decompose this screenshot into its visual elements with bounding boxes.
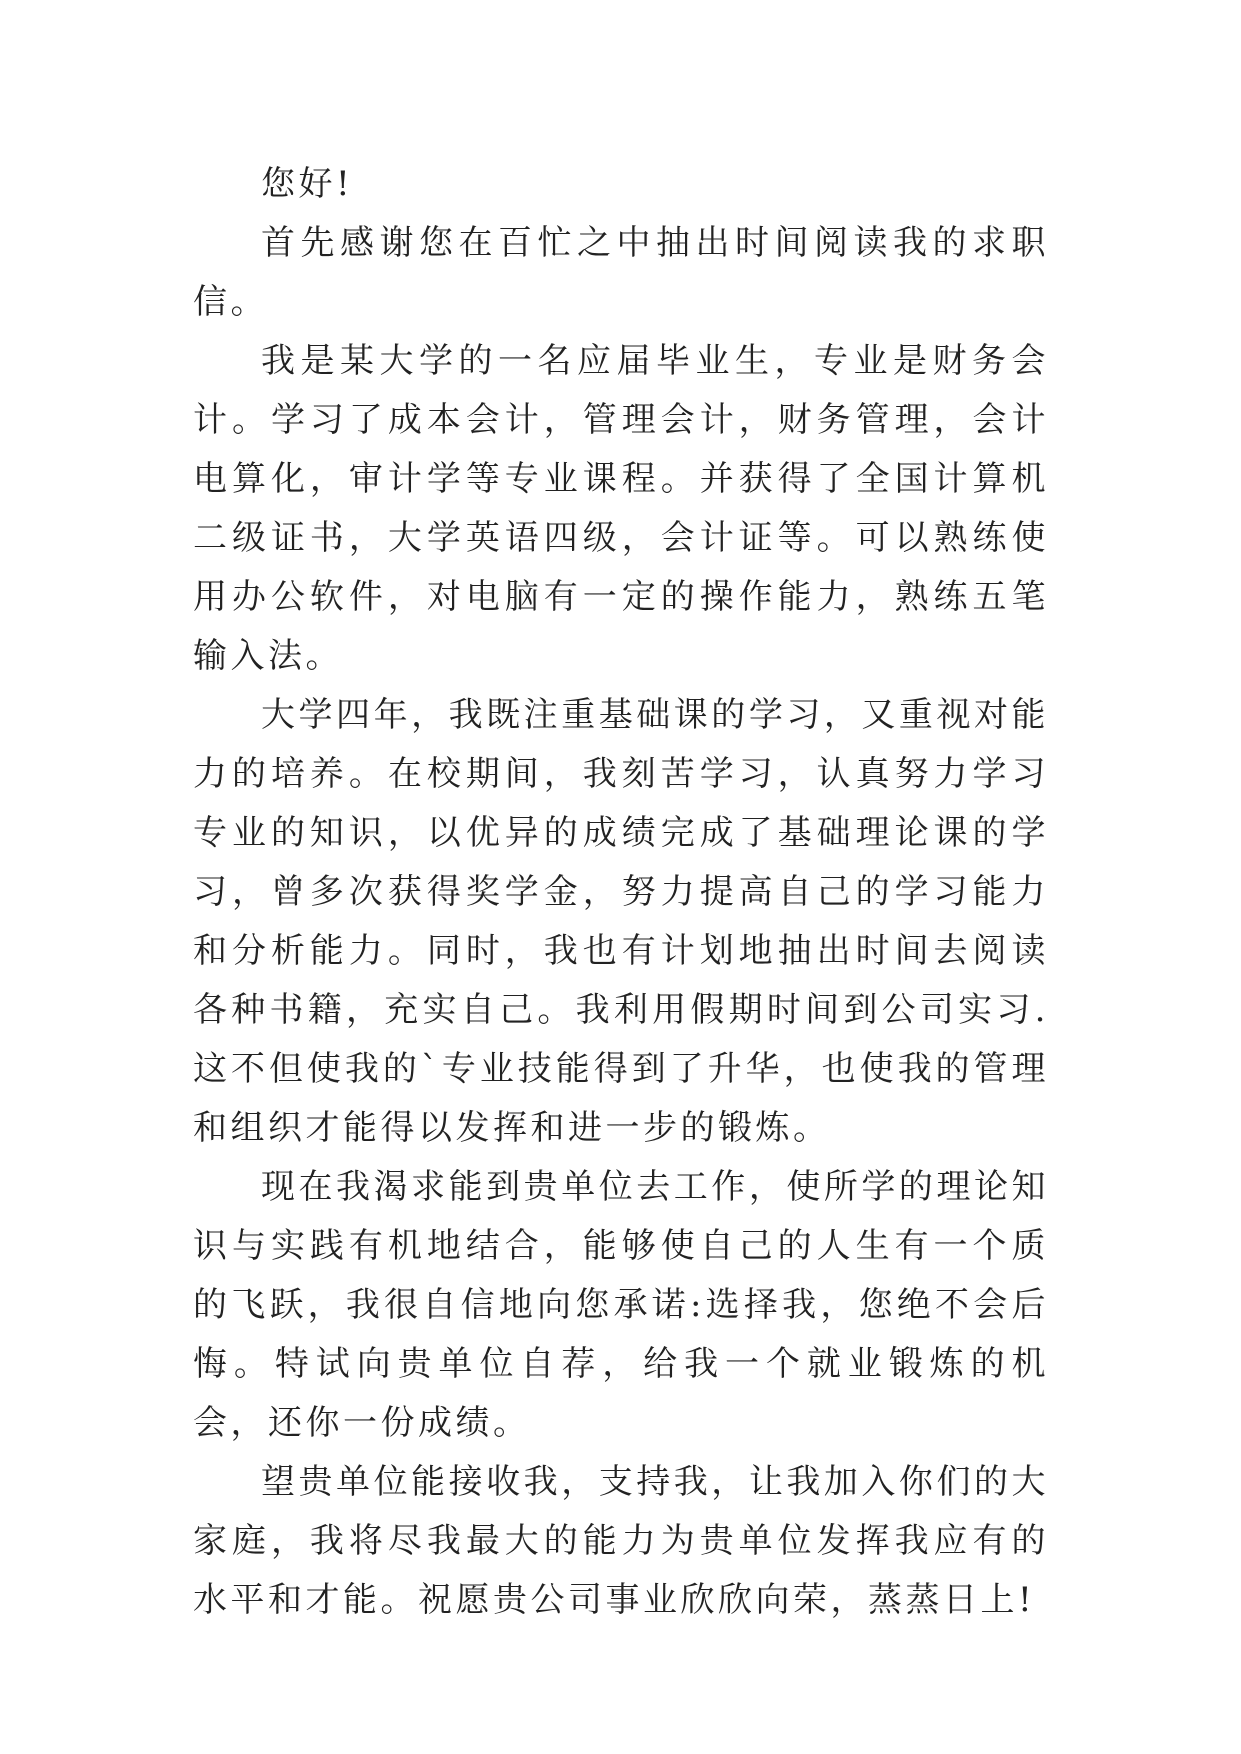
paragraph-university-experience: 大学四年，我既注重基础课的学习，又重视对能力的培养。在校期间，我刻苦学习，认真努力学习专业的知识，以优异的成绩完成了基础理论课的学习，曾多次获得奖学金，努力提高自己的学习能力和分析能力。同时，我也有计划地抽出时间去阅读各种书籍，充实自己。我利用假期时间到公司实习.这不但使我的`专业技能得到了升华，也使我的管理和组织才能得以发挥和进一步的锻炼。 [193,695,1049,1148]
paragraph-thanks: 首先感谢您在百忙之中抽出时间阅读我的求职信。 [193,223,1049,322]
paragraph-motivation: 现在我渴求能到贵单位去工作，使所学的理论知识与实践有机地结合，能够使自己的人生有一个质的飞跃，我很自信地向您承诺:选择我，您绝不会后悔。特试向贵单位自荐，给我一个就业锻炼的机会，还你一份成绩。 [193,1167,1049,1443]
paragraph-closing: 望贵单位能接收我，支持我，让我加入你们的大家庭，我将尽我最大的能力为贵单位发挥我应有的水平和才能。祝愿贵公司事业欣欣向荣，蒸蒸日上! [193,1462,1049,1620]
paragraph-education: 我是某大学的一名应届毕业生，专业是财务会计。学习了成本会计，管理会计，财务管理，会计电算化，审计学等专业课程。并获得了全国计算机二级证书，大学英语四级，会计证等。可以熟练使用办公软件，对电脑有一定的操作能力，熟练五笔输入法。 [193,341,1049,676]
cover-letter-body [193,155,1049,1630]
greeting: 您好! [261,164,354,204]
